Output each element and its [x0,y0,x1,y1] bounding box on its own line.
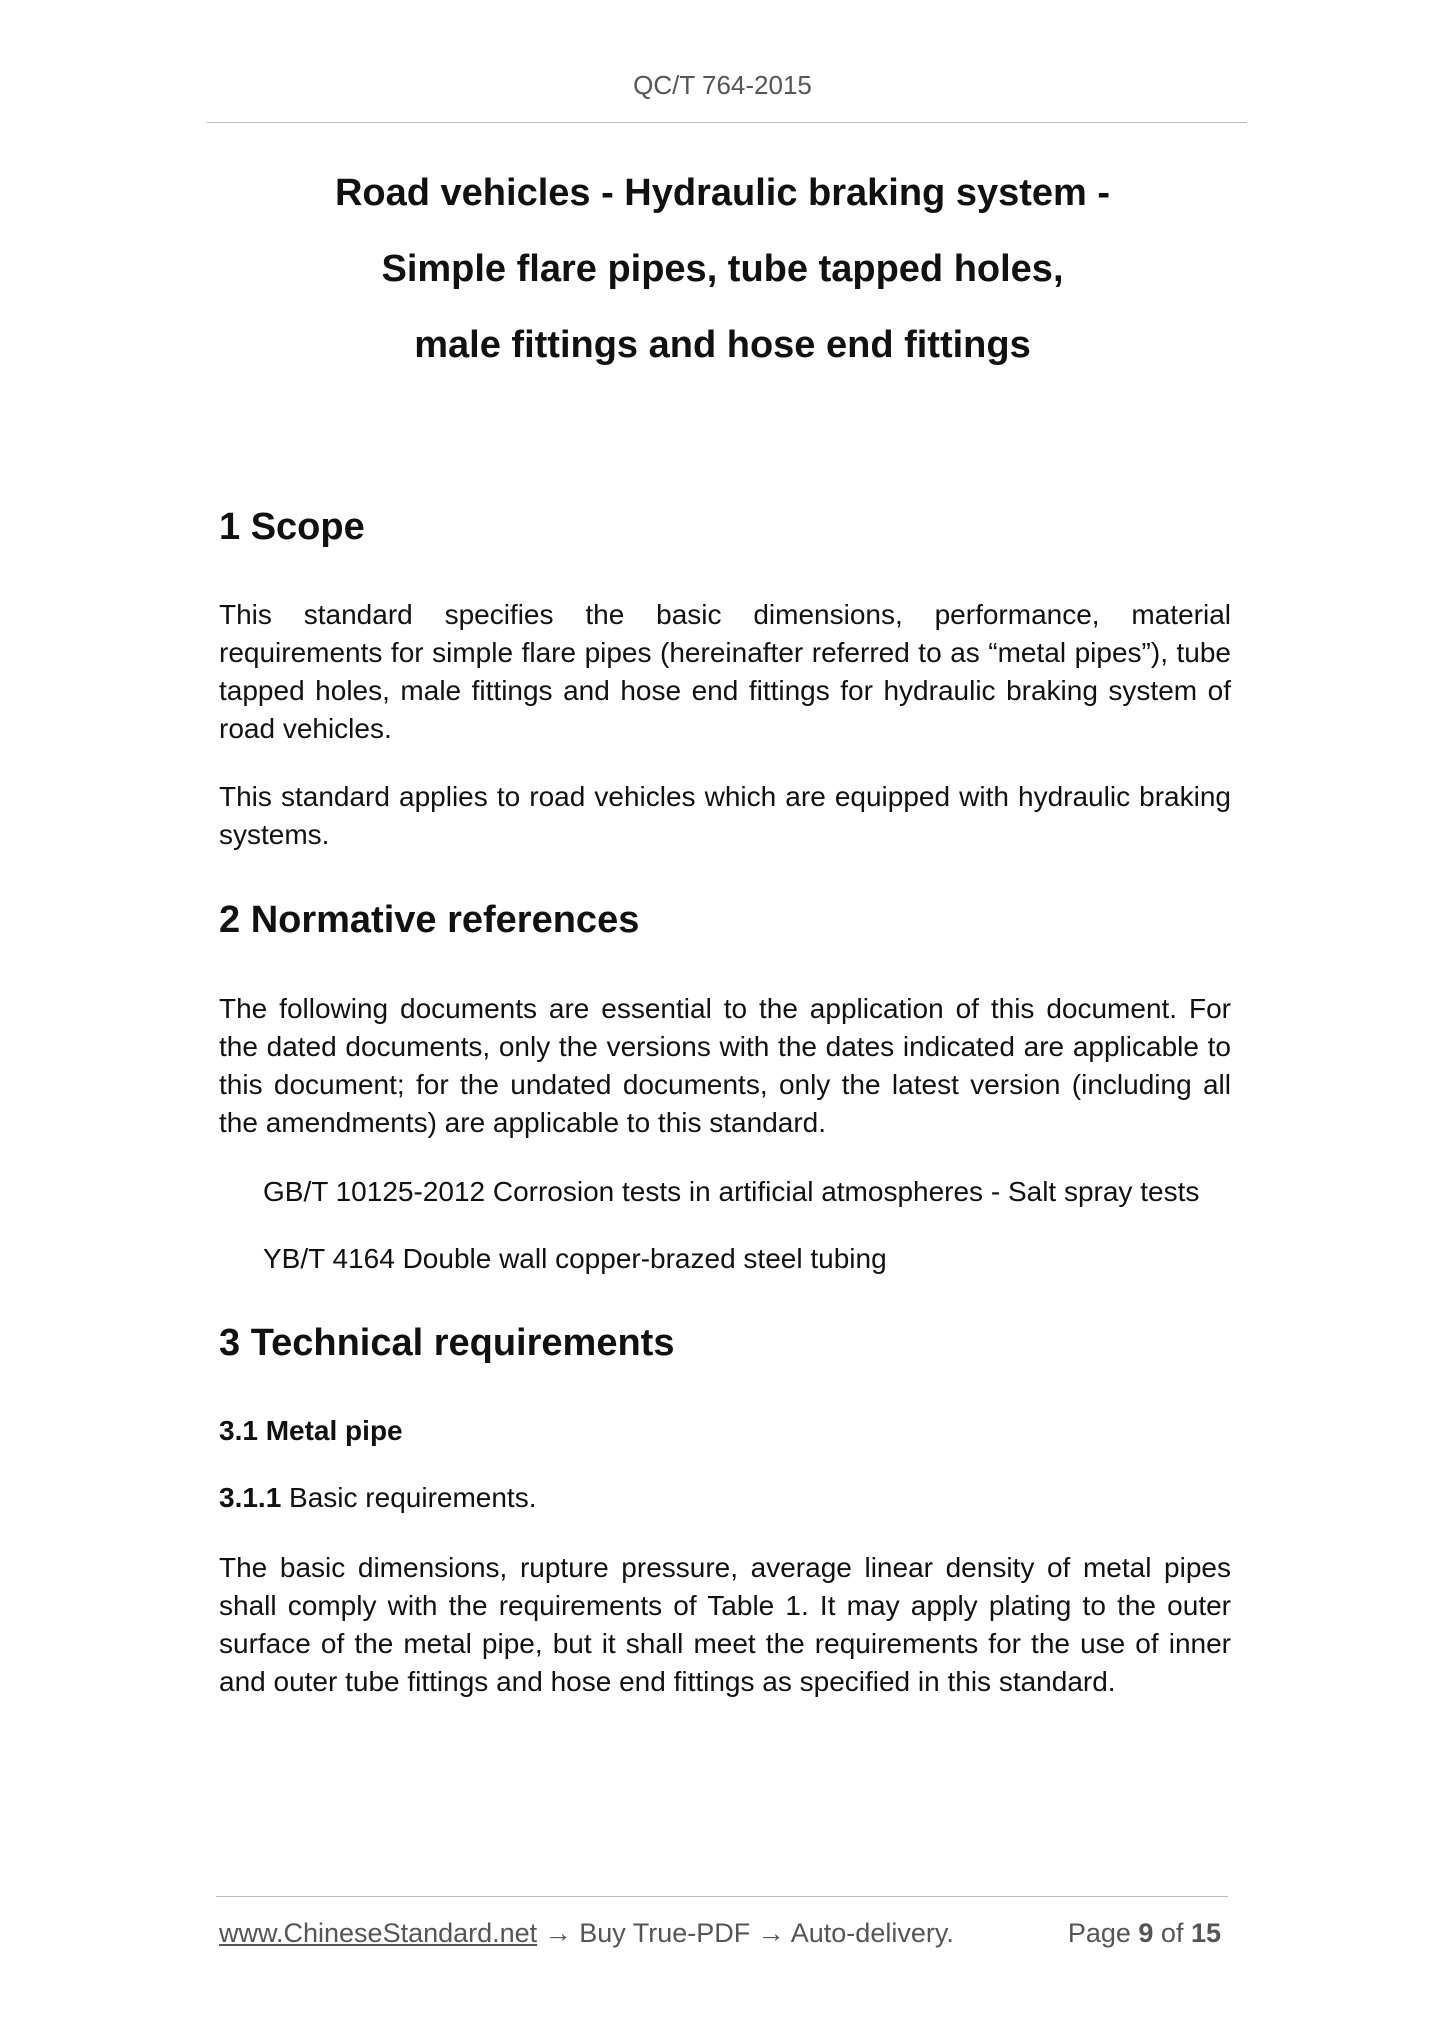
subsubsection-title: Basic requirements. [281,1482,537,1513]
page-header: QC/T 764-2015 [633,70,812,100]
subsubsection-number: 3.1.1 [219,1482,282,1513]
scope-paragraph-2: This standard applies to road vehicles which are equipped with hydraulic braking systems. [219,781,1231,850]
document-title-line-1: Road vehicles - Hydraulic braking system - [334,172,1111,214]
scope-paragraph-1: This standard specifies the basic dimensions, performance, material requirements for simple flare pipes (hereinafter referred to as “metal pipes”), tube tapped holes, male fittings and hose end fittings for hydraulic braking system of road vehicles. [219,599,1231,744]
arrow-1: → [537,1918,580,1948]
technical-paragraph-1: The basic dimensions, rupture pressure, average linear density of metal pipes shall comply with the requirements of Table 1. It may apply plating to the outer surface of the metal pipe, but it shall meet the requirements for the use of inner and outer tube fittings and hose end fittings as specified in this standard. [219,1552,1231,1697]
arrow-2: → [750,1918,791,1948]
page-label: Page [1067,1918,1139,1948]
reference-item-2: YB/T 4164 Double wall copper-brazed steel tubing [263,1243,887,1274]
section-heading-scope: 1 Scope [219,506,365,548]
page-number: 9 [1138,1918,1154,1948]
document-title-line-2: Simple flare pipes, tube tapped holes, [381,248,1064,290]
subsubsection-basic-requirements [219,1482,537,1514]
section-heading-technical-requirements: 3 Technical requirements [219,1322,675,1364]
delivery-text: Auto-delivery. [790,1918,954,1948]
page-total: 15 [1190,1918,1221,1948]
footer-promo [219,1918,954,1949]
header-divider [207,122,1247,123]
subsection-heading-metal-pipe: 3.1 Metal pipe [219,1415,403,1446]
page-indicator [1068,1918,1221,1949]
reference-item-1: GB/T 10125-2012 Corrosion tests in artificial atmospheres - Salt spray tests [263,1176,1200,1207]
website-link[interactable]: www.ChineseStandard.net [219,1918,538,1948]
document-title-line-3: male fittings and hose end fittings [414,324,1031,366]
of-label: of [1153,1918,1191,1948]
section-heading-normative-references: 2 Normative references [219,899,640,941]
buy-text: Buy True-PDF [579,1918,751,1948]
footer-divider [216,1896,1228,1897]
normative-paragraph-1: The following documents are essential to the application of this document. For the dated documents, only the versions with the dates indicated are applicable to this document; for the undated documents, only the latest version (including all the amendments) are applicable to this standard. [219,993,1231,1138]
